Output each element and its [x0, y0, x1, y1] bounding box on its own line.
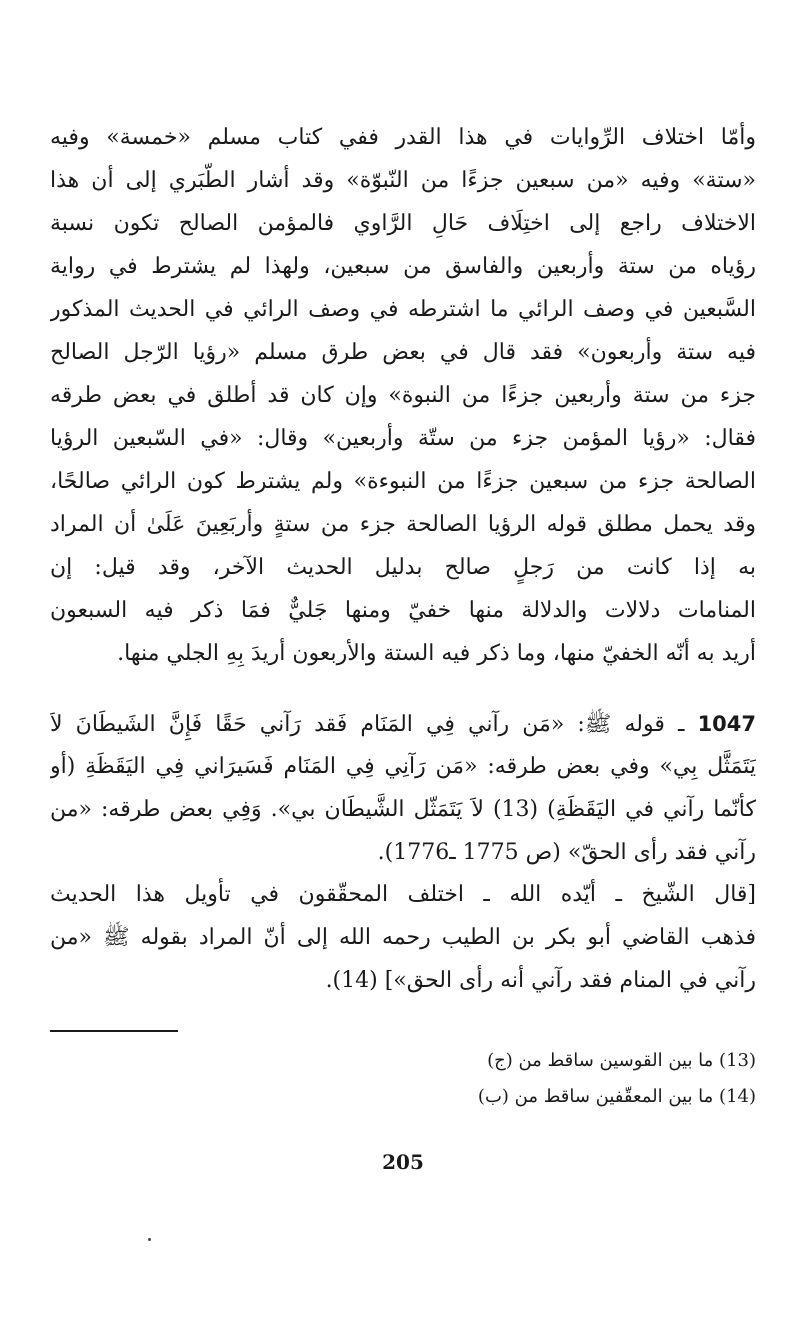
body-line: أريد به أنّه الخفيّ منها، وما ذكر فيه الستة والأربعون أريدَ بِهِ الجلي منها.: [117, 641, 756, 666]
body-line: وأمّا اختلاف الرِّوايات في هذا القدر ففي كتاب مسلم «خمسة» وفيه: [50, 125, 756, 150]
footnote: (13) ما بين القوسين ساقط من (ج): [487, 1050, 756, 1071]
footnote-separator: [50, 1030, 178, 1032]
body-line: «ستة» وفيه «من سبعين جزءًا من النّبوّة» وقد أشار الطَّبَري إلى أن هذا: [50, 168, 756, 193]
body-line: المنامات دلالات والدلالة منها خفيّ ومنها جَليٌّ فمَا ذكر فيه السبعون: [50, 598, 756, 623]
hadith-line: [50, 706, 756, 746]
body-line: السَّبعين في وصف الرائي ما اشترطه في وصف الرائي في الحديث المذكور: [50, 297, 756, 322]
hadith-text: ـ قوله ﷺ: «مَن رآني فِي المَنَام فَقد رَآني حَقًا فَإِنَّ الشَيطَانَ لاَ: [50, 712, 685, 737]
body-line: رؤياه من ستة وأربعين والفاسق من سبعين، ولهذا لم يشترط في رواية: [50, 254, 756, 279]
body-line: جزء من ستة وأربعين جزءًا من النبوة» وإن كان قد أطلق في بعض طرقه: [50, 383, 756, 408]
commentary-line: فذهب القاضي أبو بكر بن الطيب رحمه الله إلى أنّ المراد بقوله ﷺ «من: [50, 925, 756, 950]
body-line: به إذا كانت من رَجلٍ صالح بدليل الحديث الآخر، وقد قيل: إن: [50, 555, 756, 580]
hadith-line: رآني فقد رأى الحقّ» (ص 1775 ـ1776).: [377, 840, 756, 865]
hadith-line: يَتَمَثَّل بِي» وفي بعض طرقه: «مَن رَآنِي فِي المَنَام فَسَيرَاني فِي اليَقَظَةِ (أو: [50, 754, 756, 779]
body-line: الاختلاف راجع إلى اختِلَاف حَالِ الرَّاوي فالمؤمن الصالح تكون نسبة: [50, 211, 756, 236]
commentary-line: [قال الشّيخ ـ أيّده الله ـ اختلف المحقّقون في تأويل هذا الحديث: [50, 882, 756, 907]
body-line: فيه ستة وأربعون» فقد قال في بعض طرق مسلم «رؤيا الرّجل الصالح: [50, 340, 756, 365]
body-line: وقد يحمل مطلق قوله الرؤيا الصالحة جزء من ستةٍ وأربَعِينَ عَلَىٰ أن المراد: [50, 512, 756, 537]
hadith-line: كأنّما رآني في اليَقَظَةِ) (13) لاَ يَتَمَثّل الشَّيطَان بي». وَفِي بعض طرقه: «من: [50, 797, 756, 822]
footnote: (14) ما بين المعقّفين ساقط من (ب): [477, 1086, 756, 1107]
body-line: فقال: «رؤيا المؤمن جزء من ستّة وأربعين» وقال: «في السّبعين الرؤيا: [50, 426, 756, 451]
page-number: 205: [382, 1150, 424, 1174]
commentary-line: رآني في المنام فقد رآني أنه رأى الحق»] (14).: [325, 968, 756, 993]
scan-speck: [148, 1238, 151, 1241]
hadith-number: 1047: [697, 712, 756, 736]
body-line: الصالحة جزء من سبعين جزءًا من النبوءة» ولم يشترط كون الرائي صالحًا،: [50, 469, 756, 494]
